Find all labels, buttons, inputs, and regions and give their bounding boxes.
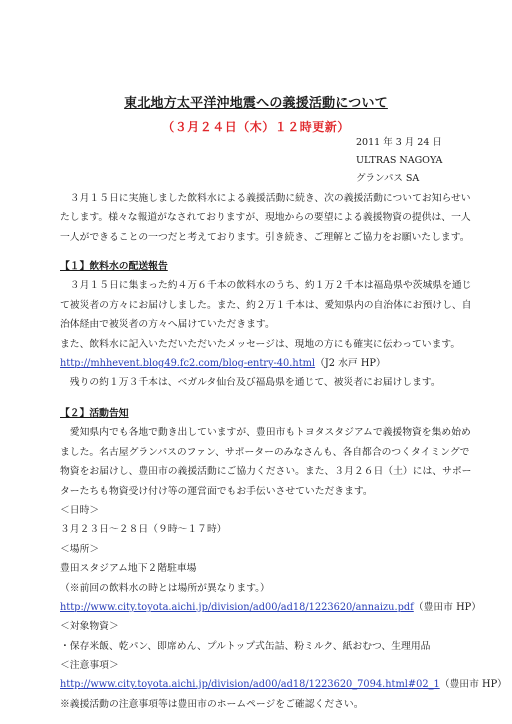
- section2-heading: 【２】活動告知: [60, 408, 129, 419]
- meta-org-grampus: グランパス SA: [356, 173, 420, 184]
- mito-blog-link[interactable]: http://mhhevent.blog49.fc2.com/blog-entry-40.html: [60, 357, 316, 369]
- intro-line: ３月１５日に実施しました飲料水による義援活動に続き、次の義援活動についてお知らせい: [60, 193, 471, 204]
- datetime-label: ＜日時＞: [60, 504, 100, 516]
- section1-line: ３月１５日に集まった約４万６千本の飲料水のうち、約１万２千本は福島県や茨城県を通じ: [60, 280, 472, 292]
- section2-line: ました。名古屋グランパスのファン、サポーターのみなさんも、各自都合のつくタイミングで: [60, 446, 470, 458]
- meta-date: 2011 年 3 月 24 日: [356, 137, 442, 148]
- toyota-notes-link-note: （豊田市 HP）: [439, 679, 507, 691]
- update-subtitle: （３月２４日（木）１２時更新）: [162, 120, 350, 134]
- items-list: ・保存米飯、乾パン、即席めん、プルトップ式缶詰、粉ミルク、紙おむつ、生理用品: [60, 640, 431, 652]
- section1-line: 残りの約１万３千本は、ベガルタ仙台及び福島県を通じて、被災者にお届けします。: [60, 377, 441, 389]
- meta-block: [356, 134, 442, 188]
- location-label: ＜場所＞: [60, 543, 100, 555]
- toyota-notes-link[interactable]: http://www.city.toyota.aichi.jp/division/ad00/ad18/1223620_7094.html#02_1: [60, 679, 440, 691]
- items-label: ＜対象物資＞: [60, 621, 119, 633]
- datetime-value: ３月２３日〜２８日（９時〜１７時）: [60, 524, 227, 536]
- section2-line: ターたちも物資受け付け等の運営面でもお手伝いさせていただきます。: [60, 485, 373, 497]
- meta-org-ultras: ULTRAS NAGOYA: [356, 155, 443, 166]
- section2-line: 愛知県内でも各地で動き出していますが、豊田市もトヨタスタジアムで義援物資を集め始め: [60, 427, 471, 439]
- section-activity-notice: [60, 404, 507, 714]
- mito-link-note: （J2 水戸 HP）: [315, 357, 386, 369]
- section-drinking-water: [60, 257, 472, 393]
- intro-paragraph: [60, 189, 471, 247]
- final-note: ※義援活動の注意事項等は豊田市のホームページをご確認ください。: [60, 698, 364, 710]
- intro-line: たします。様々な報道がなされておりますが、現地からの要望による義援物資の提供は、一人: [60, 212, 471, 224]
- notes-label: ＜注意事項＞: [60, 660, 119, 672]
- section1-line: て被災者の方々にお届けしました。また、約２万１千本は、愛知県内の自治体にお預けし、自: [60, 299, 472, 311]
- section1-line: また、飲料水に記入いただいただいたメッセージは、現地の方にも確実に伝わっています。: [60, 338, 461, 350]
- section1-line: 治体経由で被災者の方々へ届けていただきます。: [60, 319, 275, 331]
- section2-line: 物資をお届けし、豊田市の義援活動にご協力ください。また、３月２６日（土）には、サポー: [60, 466, 472, 478]
- toyota-map-link-note: （豊田市 HP）: [413, 601, 482, 613]
- section1-heading: 【１】飲料水の配送報告: [60, 261, 168, 272]
- page-title: 東北地方太平洋沖地震への義援活動について: [124, 96, 388, 111]
- intro-line: 一人ができることの一つだと考えております。引き続き、ご理解とご協力をお願いたします。: [60, 231, 470, 243]
- toyota-map-link[interactable]: http://www.city.toyota.aichi.jp/division/ad00/ad18/1223620/annaizu.pdf: [60, 601, 414, 613]
- location-value: 豊田スタジアム地下２階駐車場: [60, 563, 197, 575]
- location-note: （※前回の飲料水の時とは場所が異なります。）: [60, 582, 270, 594]
